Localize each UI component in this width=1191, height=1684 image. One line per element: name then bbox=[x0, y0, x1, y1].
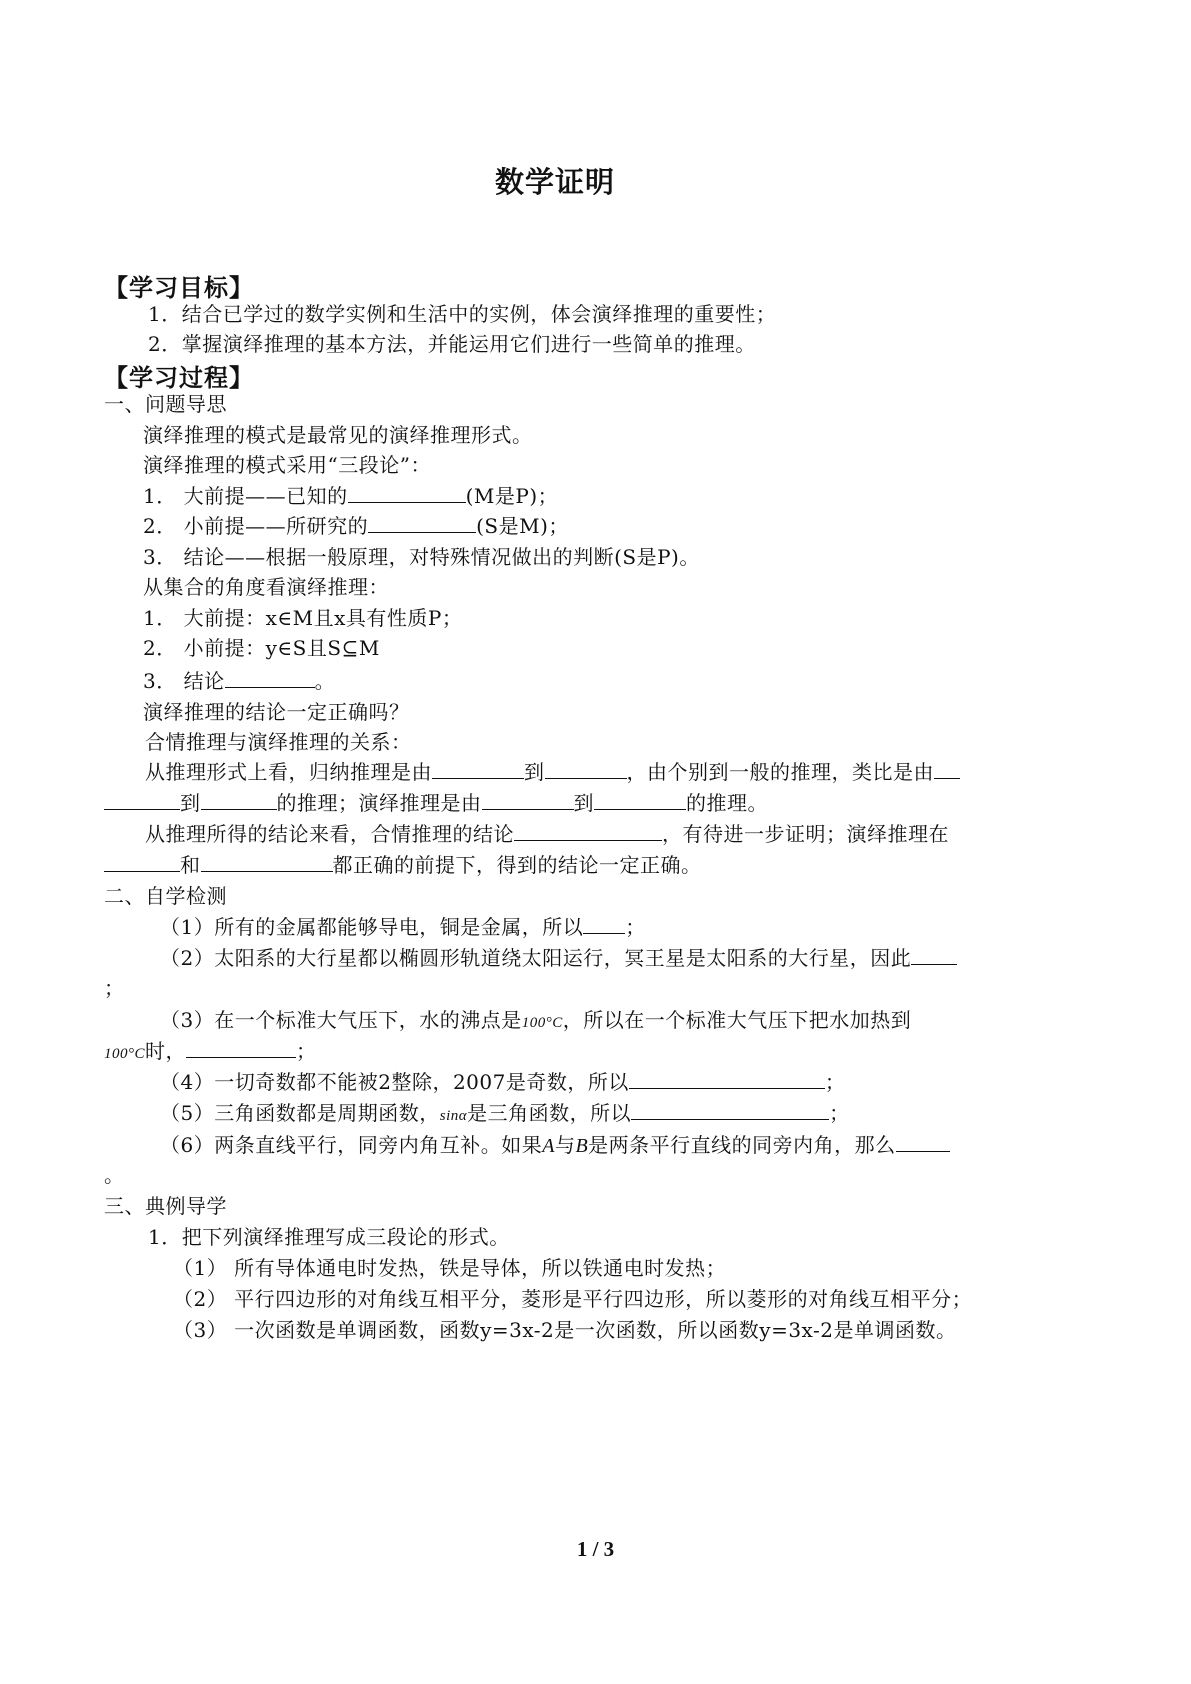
text: ； bbox=[829, 1101, 850, 1125]
text: （1）所有的金属都能够导电，铜是金属，所以 bbox=[160, 915, 584, 939]
page-indicator: 1 / 3 bbox=[576, 1537, 615, 1561]
set-view-heading: 从集合的角度看演绎推理： bbox=[143, 575, 389, 599]
syllogism-conclusion: 3． 结论——根据一般原理，对特殊情况做出的判断(S是P)。 bbox=[143, 545, 700, 569]
text: ； bbox=[625, 915, 646, 939]
text: 是三角函数，所以 bbox=[467, 1101, 632, 1125]
section-heading-process: 【学习过程】 bbox=[104, 364, 254, 392]
part2-heading: 二、自学检测 bbox=[104, 884, 227, 908]
text: 时， bbox=[145, 1039, 187, 1063]
syllogism-major bbox=[143, 484, 558, 508]
set-view-item bbox=[143, 669, 335, 693]
part3-heading: 三、典例导学 bbox=[104, 1194, 227, 1218]
text: 与 bbox=[554, 1133, 576, 1157]
fill-blank[interactable] bbox=[432, 760, 524, 779]
fill-blank[interactable] bbox=[348, 484, 466, 503]
text: （2）太阳系的大行星都以椭圆形轨道绕太阳运行，冥王星是太阳系的大行星，因此 bbox=[160, 946, 912, 970]
page-title: 数学证明 bbox=[494, 165, 615, 199]
question: 演绎推理的结论一定正确吗？ bbox=[143, 700, 410, 724]
set-view-conclusion: 3． 结论 bbox=[143, 669, 225, 693]
syllogism-major-suffix: (M是P)； bbox=[465, 484, 559, 508]
fill-blank[interactable] bbox=[368, 514, 476, 533]
relation-result-line1 bbox=[145, 822, 949, 846]
quiz-item-1 bbox=[160, 915, 646, 939]
quiz-item-3-cont bbox=[104, 1039, 317, 1066]
fill-blank[interactable] bbox=[225, 669, 315, 688]
part1-intro: 演绎推理的模式采用“三段论”： bbox=[143, 453, 431, 477]
fill-blank[interactable] bbox=[201, 853, 333, 872]
fill-blank[interactable] bbox=[896, 1133, 950, 1152]
text: ，由个别到一般的推理，类比是由 bbox=[626, 760, 934, 784]
text: （6）两条直线平行，同旁内角互补。如果 bbox=[160, 1133, 543, 1157]
fill-blank[interactable] bbox=[104, 853, 180, 872]
quiz-item-4 bbox=[160, 1070, 845, 1094]
text: 和 bbox=[180, 853, 201, 877]
text: ； bbox=[824, 1070, 846, 1094]
fill-blank[interactable] bbox=[631, 1101, 829, 1120]
part1-intro: 演绎推理的模式是最常见的演绎推理形式。 bbox=[143, 423, 533, 447]
variable-b: B bbox=[575, 1135, 589, 1157]
fill-blank[interactable] bbox=[482, 791, 574, 810]
text: 的推理；演绎推理是由 bbox=[276, 791, 482, 815]
sin-alpha: sinα bbox=[439, 1108, 468, 1124]
quiz-item-5 bbox=[160, 1101, 850, 1128]
fill-blank[interactable] bbox=[583, 915, 625, 934]
text: ，所以在一个标准大气压下把水加热到 bbox=[562, 1008, 912, 1032]
fill-blank[interactable] bbox=[514, 822, 662, 841]
quiz-item-3 bbox=[160, 1008, 911, 1035]
text: 是两条平行直线的同旁内角，那么 bbox=[588, 1133, 896, 1157]
relation-heading: 合情推理与演绎推理的关系： bbox=[145, 730, 412, 754]
syllogism-minor-text: 2． 小前提——所研究的 bbox=[143, 514, 369, 538]
fill-blank[interactable] bbox=[186, 1039, 296, 1058]
fill-blank[interactable] bbox=[629, 1070, 825, 1089]
text: ； bbox=[296, 1039, 317, 1063]
text: 到 bbox=[180, 791, 201, 815]
quiz-item-6-end: 。 bbox=[104, 1163, 125, 1187]
example-item: （1） 所有导体通电时发热，铁是导体，所以铁通电时发热； bbox=[173, 1256, 727, 1280]
text: （3）在一个标准大气压下，水的沸点是 bbox=[160, 1008, 522, 1032]
temperature-value: 100°C bbox=[104, 1046, 146, 1062]
part1-heading: 一、问题导思 bbox=[104, 392, 227, 416]
relation-form-line1 bbox=[145, 760, 960, 784]
text: 从推理所得的结论来看，合情推理的结论 bbox=[145, 822, 514, 846]
quiz-item-2-end: ； bbox=[104, 976, 125, 1000]
temperature-value: 100°C bbox=[521, 1015, 563, 1031]
text: （5）三角函数都是周期函数， bbox=[160, 1101, 440, 1125]
set-view-item: 2． 小前提：y∈S且S⊆M bbox=[143, 636, 380, 660]
text: 的推理。 bbox=[686, 791, 768, 815]
relation-form-line2 bbox=[104, 791, 768, 815]
fill-blank[interactable] bbox=[201, 791, 277, 810]
text: 到 bbox=[524, 760, 545, 784]
text: ，有待进一步证明；演绎推理在 bbox=[662, 822, 949, 846]
goal-item: 1．结合已学过的数学实例和生活中的实例，体会演绎推理的重要性； bbox=[148, 302, 777, 326]
example-item: （2） 平行四边形的对角线互相平分，菱形是平行四边形，所以菱形的对角线互相平分； bbox=[173, 1287, 973, 1311]
relation-result-line2 bbox=[104, 853, 702, 877]
fill-blank[interactable] bbox=[545, 760, 627, 779]
part3-task: 1．把下列演绎推理写成三段论的形式。 bbox=[148, 1225, 510, 1249]
section-heading-goals: 【学习目标】 bbox=[104, 274, 254, 302]
set-view-item: 1． 大前提：x∈M且x具有性质P； bbox=[143, 606, 463, 630]
syllogism-minor-suffix: (S是M)； bbox=[476, 514, 569, 538]
goal-item: 2．掌握演绎推理的基本方法，并能运用它们进行一些简单的推理。 bbox=[148, 332, 756, 356]
text: 从推理形式上看，归纳推理是由 bbox=[145, 760, 432, 784]
fill-blank[interactable] bbox=[594, 791, 686, 810]
text: （4）一切奇数都不能被2整除，2007是奇数，所以 bbox=[160, 1070, 629, 1094]
example-item: （3） 一次函数是单调函数，函数y=3x-2是一次函数，所以函数y=3x-2是单调函数。 bbox=[173, 1318, 957, 1342]
fill-blank[interactable] bbox=[911, 946, 957, 965]
syllogism-minor bbox=[143, 514, 569, 538]
fill-blank[interactable] bbox=[104, 791, 180, 810]
quiz-item-6 bbox=[160, 1133, 950, 1158]
text: 到 bbox=[573, 791, 594, 815]
syllogism-major-text: 1． 大前提——已知的 bbox=[143, 484, 348, 508]
variable-a: A bbox=[542, 1135, 555, 1157]
set-view-end: 。 bbox=[314, 669, 336, 693]
quiz-item-2 bbox=[160, 946, 957, 970]
fill-blank[interactable] bbox=[934, 760, 960, 779]
text: 都正确的前提下，得到的结论一定正确。 bbox=[332, 853, 702, 877]
